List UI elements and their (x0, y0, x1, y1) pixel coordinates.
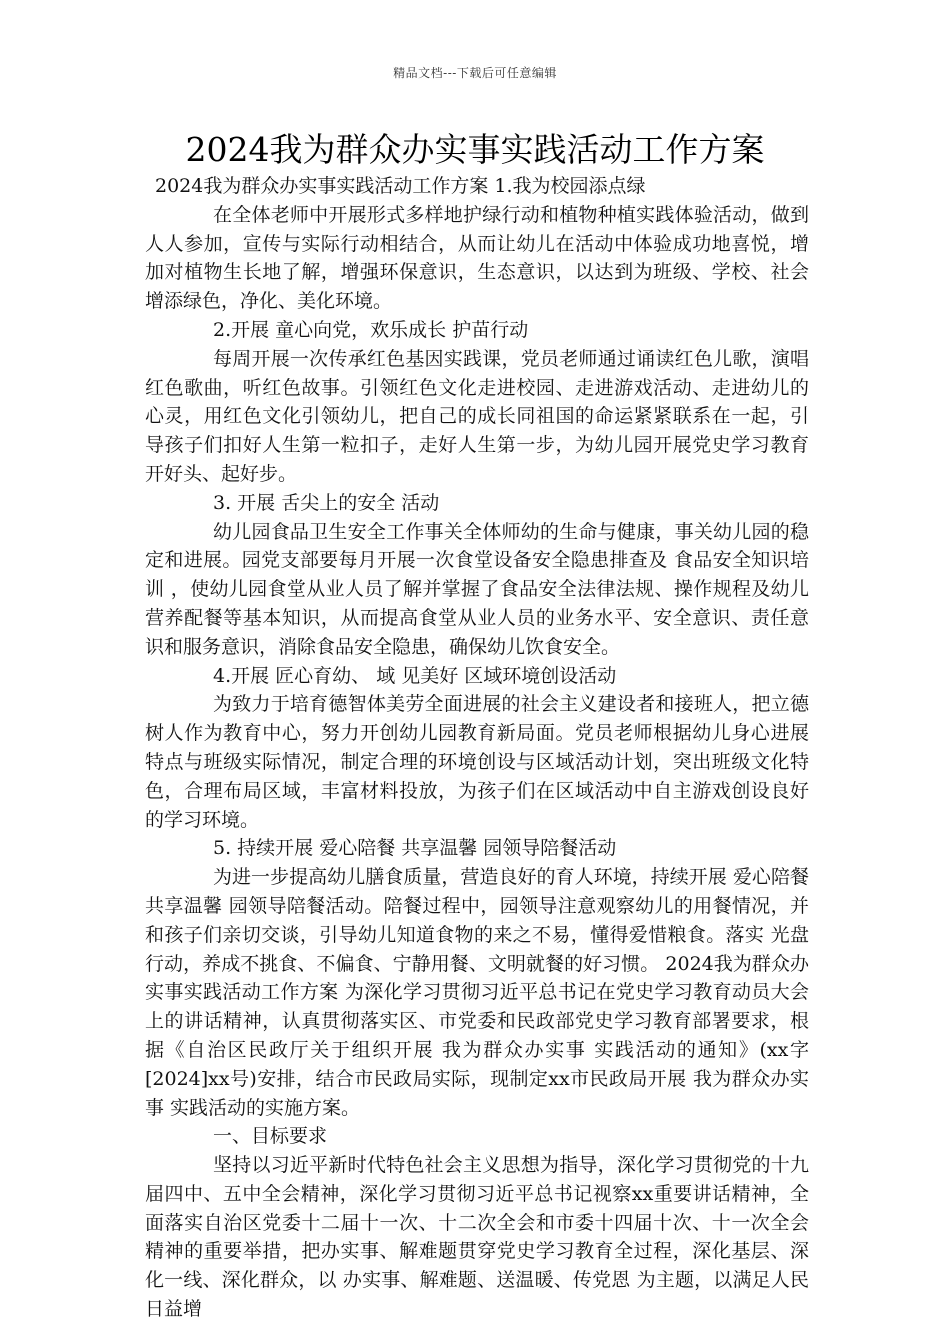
header-note: 精品文档---下载后可任意编辑 (393, 66, 557, 80)
paragraph-1: 在全体老师中开展形式多样地护绿行动和植物种植实践体验活动，做到人人参加，宣传与实际行动相结合，从而让幼儿在活动中体验成功地喜悦，增加对植物生长地了解，增强环保意识，生态意识，以达到为班级、学校、社会增添绿色，净化、美化环境。 (145, 203, 809, 313)
section-heading-goals: 一、目标要求 (213, 1125, 328, 1148)
section-heading-3: 3. 开展 舌尖上的安全 活动 (213, 491, 440, 514)
document-title: 2024我为群众办实事实践活动工作方案 (185, 130, 765, 169)
section-heading-2: 2.开展 童心向党，欢乐成长 护苗行动 (213, 318, 529, 341)
paragraph-intro: 2024我为群众办实事实践活动工作方案 1.我为校园添点绿 (155, 175, 646, 197)
paragraph-5: 为进一步提高幼儿膳食质量，营造良好的育人环境，持续开展 爱心陪餐共享温馨 园领导陪餐活动。陪餐过程中，园领导注意观察幼儿的用餐情况，并和孩子们亲切交谈，引导幼儿知道食物的来之不易，懂得爱惜粮食。落实 光盘 行动，养成不挑食、不偏食、宁静用餐、文明就餐的好习惯。 2024我为群众办实事实践活动工作方案 为深化学习贯彻习近平总书记在党史学习教育动员大会上的讲话精神，认真贯彻落实区、市党委和民政部党史学习教育部署要求，根据《自治区民政厅关于组织开展 我为群众办实事 实践活动的通知》(xx字[2024]xx号)安排，结合市民政局实际，现制定xx市民政局开展 我为群众办实事 实践活动的实施方案。 (145, 866, 809, 1119)
paragraph-3: 幼儿园食品卫生安全工作事关全体师幼的生命与健康，事关幼儿园的稳定和进展。园党支部要每月开展一次食堂设备安全隐患排查及 食品安全知识培训 ，使幼儿园食堂从业人员了解并掌握了食品安全法律法规、操作规程及幼儿营养配餐等基本知识，从而提高食堂从业人员的业务水平、安全意识、责任意识和服务意识，消除食品安全隐患，确保幼儿饮食安全。 (145, 520, 809, 658)
section-heading-4: 4.开展 匠心育幼、 域 见美好 区域环境创设活动 (213, 664, 617, 687)
document-body (145, 172, 809, 1324)
paragraph-goals: 坚持以习近平新时代特色社会主义思想为指导，深化学习贯彻党的十九届四中、五中全会精神，深化学习贯彻习近平总书记视察xx重要讲话精神，全面落实自治区党委十二届十一次、十二次全会和市委十四届十次、十一次全会精神的重要举措，把办实事、解难题贯穿党史学习教育全过程，深化基层、深化一线、深化群众，以 办实事、解难题、送温暖、传党恩 为主题，以满足人民日益增 (145, 1154, 809, 1321)
paragraph-4: 为致力于培育德智体美劳全面进展的社会主义建设者和接班人，把立德树人作为教育中心，努力开创幼儿园教育新局面。党员老师根据幼儿身心进展特点与班级实际情况，制定合理的环境创设与区域活动计划，突出班级文化特色，合理布局区域，丰富材料投放，为孩子们在区域活动中自主游戏创设良好的学习环境。 (145, 693, 809, 831)
paragraph-2: 每周开展一次传承红色基因实践课，党员老师通过诵读红色儿歌，演唱红色歌曲，听红色故事。引领红色文化走进校园、走进游戏活动、走进幼儿的心灵，用红色文化引领幼儿，把自己的成长同祖国的命运紧紧联系在一起，引导孩子们扣好人生第一粒扣子，走好人生第一步，为幼儿园开展党史学习教育开好头、起好步。 (145, 347, 809, 485)
section-heading-5: 5. 持续开展 爱心陪餐 共享温馨 园领导陪餐活动 (213, 837, 617, 860)
